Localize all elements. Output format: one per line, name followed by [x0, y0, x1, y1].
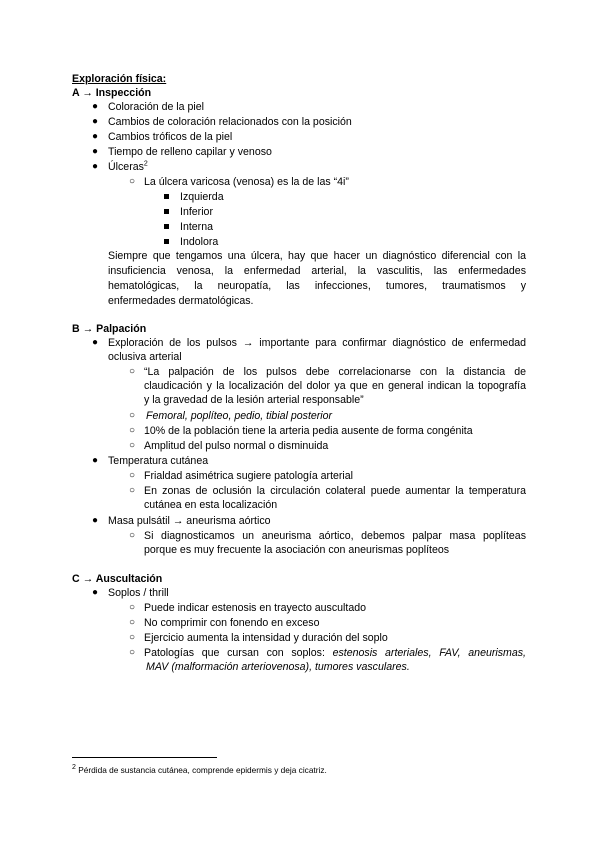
bullet-icon: ●: [92, 161, 99, 172]
hollow-bullet-icon: ○: [129, 425, 136, 436]
square-bullet-icon: [164, 194, 169, 199]
quote-line: claudicación y la localización del dolor ya que en general indican la topografía: [144, 380, 526, 392]
quote-line: “La palpación de los pulsos debe correlacionarse con la distancia de: [144, 366, 526, 378]
hollow-bullet-icon: ○: [129, 470, 136, 481]
hollow-bullet-icon: ○: [129, 440, 136, 451]
pathologies-prefix: Patologías que cursan con soplos:: [144, 647, 325, 659]
square-bullet-icon: [164, 239, 169, 244]
sub-item: Si diagnosticamos un aneurisma aórtico, debemos palpar masa poplíteas: [144, 530, 526, 542]
square-bullet-icon: [164, 209, 169, 214]
four-i-item: Inferior: [180, 206, 213, 218]
sub-item: Amplitud del pulso normal o disminuida: [144, 440, 329, 452]
hollow-bullet-icon: ○: [129, 176, 136, 187]
page-title: Exploración física:: [72, 73, 167, 85]
bullet-icon: ●: [92, 455, 99, 466]
hollow-bullet-icon: ○: [129, 410, 136, 421]
list-item: Masa pulsátil → aneurisma aórtico: [108, 515, 271, 527]
section-b-heading: B → Palpación: [72, 323, 147, 335]
bullet-icon: ●: [92, 146, 99, 157]
paragraph-line: enfermedades dermatológicas.: [108, 295, 254, 307]
four-i-item: Izquierda: [180, 191, 224, 203]
list-item: Exploración de los pulsos → importante para confirmar diagnóstico de enfermedad: [108, 337, 526, 349]
paragraph-line: Siempre que tengamos una úlcera, hay que hacer un diagnóstico diferencial con la: [108, 250, 526, 262]
quote-line: y la gravedad de la lesión arterial responsable”: [144, 394, 364, 406]
list-item: Cambios tróficos de la piel: [108, 131, 233, 143]
list-item: Cambios de coloración relacionados con la posición: [108, 116, 352, 128]
bullet-icon: ●: [92, 515, 99, 526]
pathologies-line: [144, 646, 526, 660]
sub-item: Femoral, poplíteo, pedio, tibial posterior: [146, 410, 333, 422]
bullet-icon: ●: [92, 337, 99, 348]
four-i-item: Interna: [180, 221, 213, 233]
pathologies-line-cont: MAV (malformación arteriovenosa), tumores vasculares.: [146, 661, 410, 673]
hollow-bullet-icon: ○: [129, 602, 136, 613]
sub-item: No comprimir con fonendo en exceso: [144, 617, 320, 629]
hollow-bullet-icon: ○: [129, 632, 136, 643]
sub-item: La úlcera varicosa (venosa) es la de las “4i”: [144, 176, 349, 188]
bullet-icon: ●: [92, 101, 99, 112]
four-i-item: Indolora: [180, 236, 219, 248]
footnote: [72, 765, 327, 776]
sub-item: 10% de la población tiene la arteria pedia ausente de forma congénita: [144, 425, 473, 437]
square-bullet-icon: [164, 224, 169, 229]
list-item: Tiempo de relleno capilar y venoso: [108, 146, 272, 158]
hollow-bullet-icon: ○: [129, 617, 136, 628]
sub-item: Puede indicar estenosis en trayecto auscultado: [144, 602, 367, 614]
list-item: Coloración de la piel: [108, 101, 204, 113]
ulceras-label: Úlceras: [108, 161, 144, 173]
sub-item-cont: porque es muy frecuente la asociación con aneurismas poplíteos: [144, 544, 450, 556]
list-item-cont: oclusiva arterial: [108, 351, 182, 363]
paragraph-line: hematológicas, la neuropatía, las infecciones, tumores, traumatismos y: [108, 280, 526, 292]
list-item-ulceras: [108, 160, 148, 174]
section-c-heading: C → Auscultación: [72, 573, 163, 585]
bullet-icon: ●: [92, 587, 99, 598]
footnote-mark: 2: [72, 764, 76, 772]
sub-item: Frialdad asimétrica sugiere patología arterial: [144, 470, 354, 482]
hollow-bullet-icon: ○: [129, 530, 136, 541]
hollow-bullet-icon: ○: [129, 485, 136, 496]
list-item: Soplos / thrill: [108, 587, 169, 599]
paragraph-line: insuficiencia venosa, la enfermedad arterial, la vasculitis, las enfermedades: [108, 265, 526, 277]
bullet-icon: ●: [92, 116, 99, 127]
bullet-icon: ●: [92, 131, 99, 142]
sub-item: En zonas de oclusión la circulación colateral puede aumentar la temperatura: [144, 485, 526, 497]
footnote-text: Pérdida de sustancia cutánea, comprende epidermis y deja cicatriz.: [78, 765, 327, 775]
hollow-bullet-icon: ○: [129, 366, 136, 377]
sub-item: Ejercicio aumenta la intensidad y duración del soplo: [144, 632, 388, 644]
section-a-heading: A → Inspección: [72, 87, 152, 99]
footnote-ref: 2: [143, 160, 148, 168]
sub-item-cont: cutánea en esta localización: [144, 499, 278, 511]
hollow-bullet-icon: ○: [129, 647, 136, 658]
footnote-separator: [72, 757, 217, 758]
pathologies-italic: estenosis arteriales, FAV, aneurismas,: [332, 647, 526, 659]
list-item: Temperatura cutánea: [108, 455, 209, 467]
